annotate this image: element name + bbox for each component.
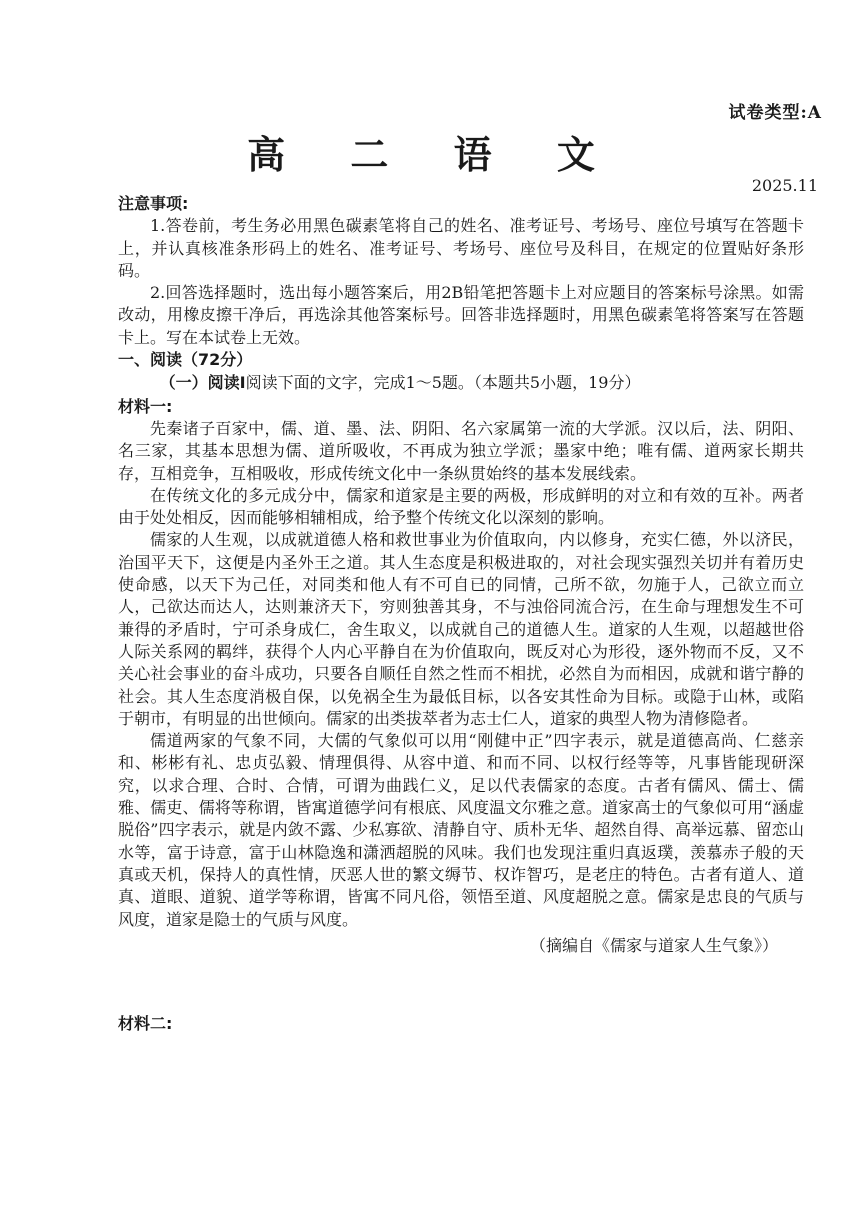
material-1-label: 材料一: — [118, 396, 173, 416]
document-body — [118, 193, 804, 1035]
material-1-source: （摘编自《儒家与道家人生气象》） — [529, 935, 778, 955]
subsection-label: （一）阅读Ⅰ — [159, 373, 246, 393]
notice-item-1: 1.答卷前，考生务必用黑色碳素笔将自己的姓名、准考证号、考场号、座位号填写在答题卡上，并认真核准条形码上的姓名、准考证号、考场号、座位号及科目，在规定的位置贴好条形码。 — [118, 216, 804, 280]
subsection-text: 阅读下面的文字，完成1～5题。（本题共5小题，19分） — [245, 373, 641, 393]
section-heading: 一、阅读（72分） — [118, 350, 253, 370]
material-1-paragraph: 儒家的人生观，以成就道德人格和救世事业为价值取向，内以修身，充实仁德，外以济民，治国平天下，这便是内圣外王之道。其人生态度是积极进取的，对社会现实强烈关切并有着历史使命感，以天下为己任，对同类和他人有不可自已的同情，己所不欲，勿施于人，己欲立而立人，己欲达而达人，达则兼济天下，穷则独善其身，不与浊俗同流合污，在生命与理想发生不可兼得的矛盾时，宁可杀身成仁，舍生取义，以成就自己的道德人生。道家的人生观，以超越世俗人际关系网的羁绊，获得个人内心平静自在为价值取向，既反对心为形役，逐外物而不反，又不关心社会事业的奋斗成功，只要各自顺任自然之性而不相扰，必然自为而相因，成就和谐宁静的社会。其人生态度消极自保，以免祸全生为最低目标，以各安其性命为目标。或隐于山林，或陷于朝市，有明显的出世倾向。儒家的出类拔萃者为志士仁人，道家的典型人物为清修隐者。 — [118, 530, 804, 728]
paper-type-label: 试卷类型:A — [728, 103, 822, 123]
material-2-label: 材料二: — [118, 1014, 173, 1034]
material-1-paragraph: 在传统文化的多元成分中，儒家和道家是主要的两极，形成鲜明的对立和有效的互补。两者由于处处相反，因而能够相辅相成，给予整个传统文化以深刻的影响。 — [118, 485, 804, 528]
material-1-paragraph: 儒道两家的气象不同，大儒的气象似可以用“刚健中正”四字表示，就是道德高尚、仁慈亲和、彬彬有礼、忠贞弘毅、情理俱得、从容中道、和而不同、以权行经等等，凡事皆能现研深究，以求合理、合时、合情，可谓为曲践仁义，足以代表儒家的态度。古者有儒风、儒士、儒雅、儒吏、儒将等称谓，皆寓道德学问有根底、风度温文尔雅之意。道家高士的气象似可用“涵虚脱俗”四字表示，就是内敛不露、少私寡欲、清静自守、质朴无华、超然自得、高举远慕、留恋山水等，富于诗意，富于山林隐逸和潇洒超脱的风味。我们也发现注重归真返璞，羡慕赤子般的天真或天机，保持人的真性情，厌恶人世的繁文缛节、权诈智巧，是老庄的特色。古者有道人、道真、道眼、道貌、道学等称谓，皆寓不同凡俗，领悟至道、风度超脱之意。儒家是忠良的气质与风度，道家是隐士的气质与风度。 — [118, 731, 804, 929]
material-1-paragraph: 先秦诸子百家中，儒、道、墨、法、阴阳、名六家属第一流的大学派。汉以后，法、阴阳、名三家，其基本思想为儒、道所吸收，不再成为独立学派；墨家中绝；唯有儒、道两家长期共存，互相竞争，互相吸收，形成传统文化中一条纵贯始终的基本发展线索。 — [118, 418, 804, 483]
subsection-instruction — [118, 372, 804, 394]
exam-title: 高 二 语 文 — [247, 133, 621, 177]
exam-date: 2025.11 — [751, 176, 818, 195]
notice-heading: 注意事项: — [118, 194, 189, 213]
notice-item-2: 2.回答选择题时，选出每小题答案后，用2B铅笔把答题卡上对应题目的答案标号涂黑。如需改动，用橡皮擦干净后，再选涂其他答案标号。回答非选择题时，用黑色碳素笔将答案写在答题卡上。写在本试卷上无效。 — [118, 283, 804, 347]
